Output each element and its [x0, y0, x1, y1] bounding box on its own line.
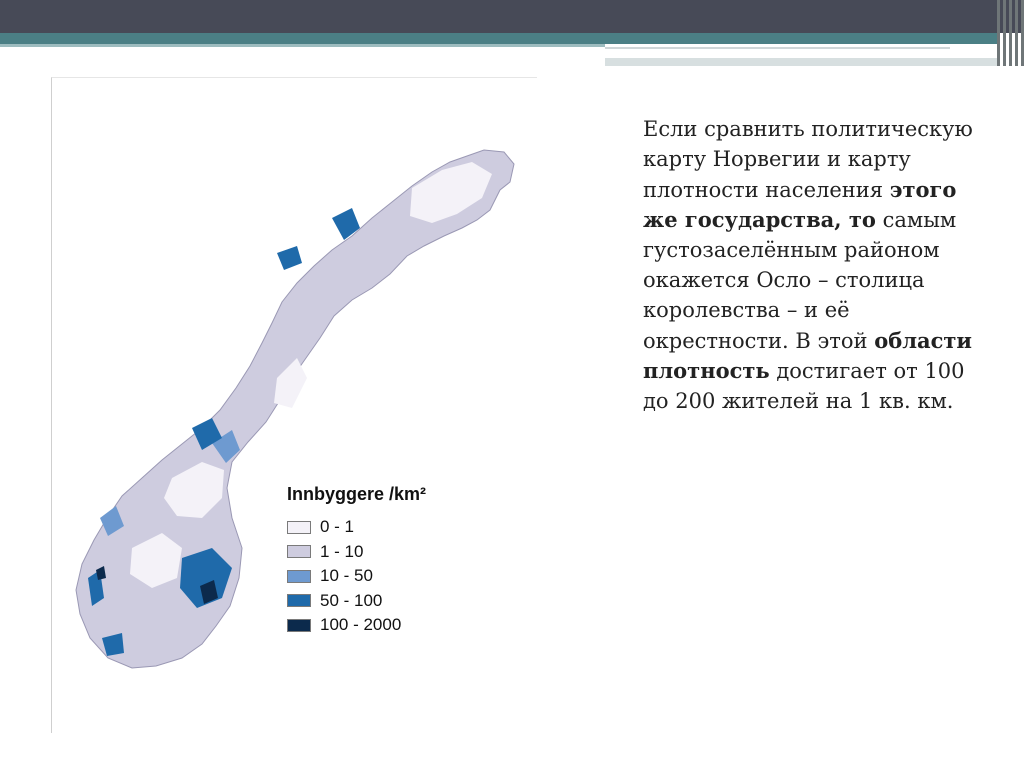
legend-row: [287, 515, 426, 540]
text-bold: области плотность: [643, 327, 972, 384]
density-area-4: [277, 246, 302, 270]
legend-label: 10 - 50: [320, 566, 373, 586]
legend-label: 50 - 100: [320, 590, 383, 610]
text-part: самым густозаселённым районом окажется Осло – столица королевства – и её окрестности. В этой: [643, 208, 957, 353]
legend-label: 1 - 10: [320, 541, 364, 561]
gray-accent-line: [605, 47, 950, 49]
legend-row: [287, 613, 426, 638]
top-bar: [0, 0, 1024, 33]
text-bold: этого же государства, то: [643, 176, 957, 233]
teal-band: [0, 33, 1000, 44]
legend-swatch: [287, 570, 311, 583]
legend-swatch: [287, 619, 311, 632]
gray-accent-band: [605, 58, 1000, 66]
legend-swatch: [287, 594, 311, 607]
map-legend: [287, 484, 426, 638]
text-part: достигает от 100 до 200 жителей на 1 кв. км.: [643, 359, 965, 414]
slide-text: [643, 115, 973, 417]
legend-swatch: [287, 545, 311, 558]
teal-accent-line: [0, 44, 605, 47]
legend-label: 0 - 1: [320, 517, 355, 537]
legend-title: Innbyggere /km²: [287, 484, 427, 504]
legend-label: 100 - 2000: [320, 615, 402, 635]
legend-row: [287, 589, 426, 614]
text-part: Если сравнить политическую карту Норвегии и карту плотности населения: [643, 117, 973, 202]
corner-stripes: [996, 0, 1024, 66]
legend-row: [287, 540, 426, 565]
legend-swatch: [287, 521, 311, 534]
map-frame: [51, 77, 537, 733]
legend-row: [287, 564, 426, 589]
